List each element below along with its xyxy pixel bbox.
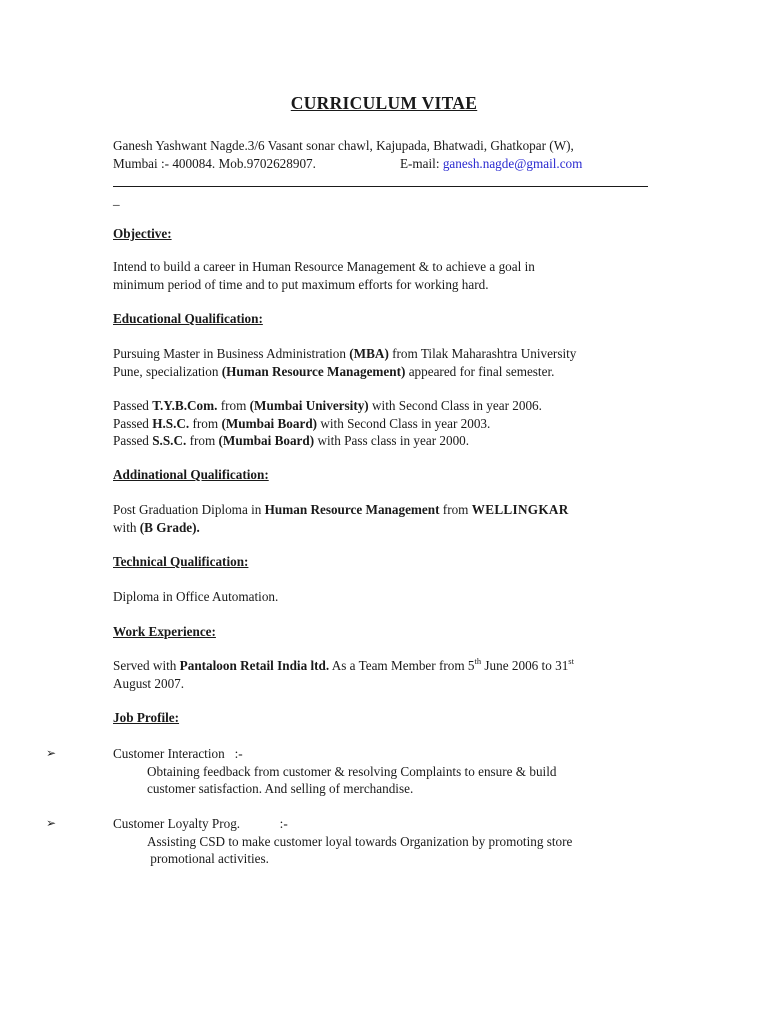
objective-text [113,258,653,293]
passed-list [113,397,653,450]
contact-line [113,155,653,173]
work-text [113,657,653,692]
arrow-bullet-icon: ➢ [46,816,57,830]
additional-heading: Addinational Qualification: [113,467,269,482]
education-heading: Educational Qualification: [113,311,263,326]
additional-line-1: Post Graduation Diploma in Human Resource Management from WELLINGKAR [113,502,569,517]
work-heading: Work Experience: [113,624,216,639]
additional-line-2: with (B Grade). [113,519,200,535]
work-line-2: August 2007. [113,675,185,691]
objective-heading: Objective: [113,226,172,241]
divider-line [113,186,648,187]
email-label: E-mail: [399,155,440,171]
work-line-1: Served with Pantaloon Retail India ltd. As a Team Member from 5th June 2006 to 31st [113,655,574,673]
job-item-desc-2: promotional activities. [147,851,269,866]
contact-block [113,137,653,172]
page-title: CURRICULUM VITAE [290,93,478,113]
objective-line-1: Intend to build a career in Human Resource Management & to achieve a goal in [113,259,535,274]
passed-item: Passed H.S.C. from (Mumbai Board) with Second Class in year 2003. [113,415,491,431]
mba-line-1: Pursuing Master in Business Administration (MBA) from Tilak Maharashtra University [113,346,577,361]
address-line: Ganesh Yashwant Nagde.3/6 Vasant sonar chawl, Kajupada, Bhatwadi, Ghatkopar (W), [113,138,574,153]
email-link[interactable]: ganesh.nagde@gmail.com [442,155,583,171]
mba-text [113,345,653,380]
objective-line-2: minimum period of time and to put maximum efforts for working hard. [113,276,489,292]
job-item-title: Customer Interaction :- [113,746,243,761]
job-item-desc-1: Obtaining feedback from customer & resolving Complaints to ensure & build [147,763,557,779]
job-profile-heading: Job Profile: [113,710,180,725]
job-item-desc-1: Assisting CSD to make customer loyal towards Organization by promoting store [147,833,573,849]
passed-item: Passed T.Y.B.Com. from (Mumbai University) with Second Class in year 2006. [113,398,542,413]
job-item-desc-2: customer satisfaction. And selling of merchandise. [147,781,414,796]
job-item-title: Customer Loyalty Prog. :- [113,816,288,831]
city-mobile: Mumbai :- 400084. Mob.9702628907. [113,155,316,171]
passed-item: Passed S.S.C. from (Mumbai Board) with Pass class in year 2000. [113,433,470,448]
technical-text: Diploma in Office Automation. [113,589,279,604]
divider-dash: _ [113,192,120,207]
additional-text [113,501,653,536]
arrow-bullet-icon: ➢ [46,746,57,760]
job-item [113,815,653,868]
technical-heading: Technical Qualification: [113,554,249,569]
mba-line-2: Pune, specialization (Human Resource Management) appeared for final semester. [113,363,555,379]
job-item [113,745,653,798]
